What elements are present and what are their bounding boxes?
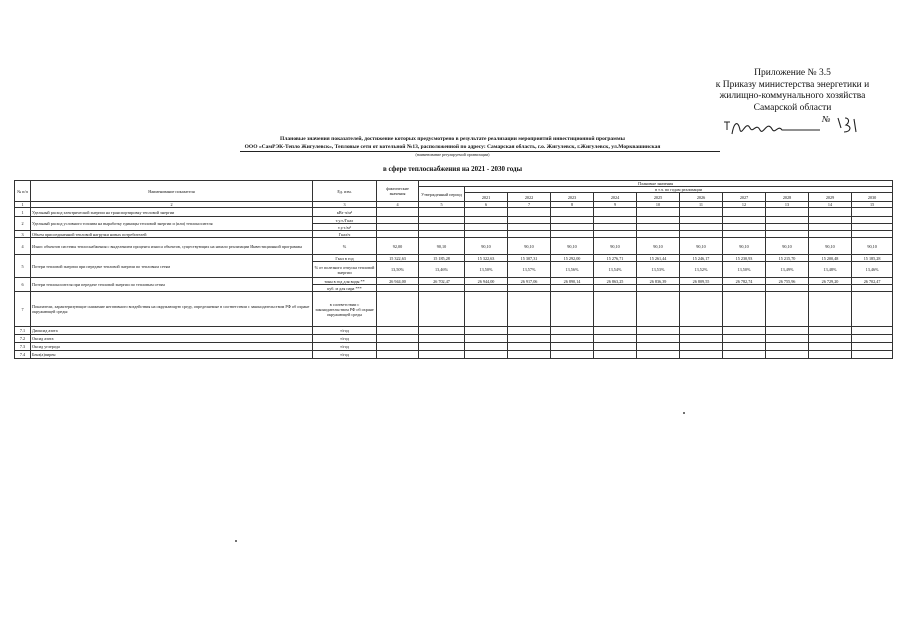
table-row xyxy=(15,351,893,359)
header-year: 2027 xyxy=(723,193,766,202)
row-value xyxy=(680,343,723,351)
row-value xyxy=(465,351,508,359)
row-number: 1 xyxy=(15,208,31,217)
table-row xyxy=(15,208,893,217)
row-value xyxy=(465,231,508,238)
row-value: 90,10 xyxy=(852,238,893,255)
row-value: 90,10 xyxy=(680,238,723,255)
row-value: 15 261,44 xyxy=(637,255,680,262)
row-value xyxy=(680,208,723,217)
row-value xyxy=(377,217,419,224)
row-value xyxy=(419,231,465,238)
row-indicator-name: Потери теплоносителя при передаче тепловой энергии по тепловым сетям xyxy=(31,278,313,292)
column-number: 5 xyxy=(419,202,465,208)
row-value xyxy=(852,327,893,335)
row-value xyxy=(680,285,723,292)
row-indicator-name: Показатели, характеризующие снижение негативного воздействия на окружающую среду, определяемые в соответствии с законодательством РФ об охране окружающей среды: xyxy=(31,292,313,327)
row-indicator-name: Объем присоединенной тепловой нагрузки новых потребителей xyxy=(31,231,313,238)
appendix-line-2: к Приказу министерства энергетики и xyxy=(715,79,870,90)
row-value xyxy=(852,292,893,327)
row-number: 2 xyxy=(15,217,31,231)
row-value xyxy=(723,285,766,292)
row-value xyxy=(551,208,594,217)
document-title-caption: (наименование регулируемой организации) xyxy=(415,152,490,157)
row-value xyxy=(465,292,508,327)
row-value xyxy=(723,231,766,238)
column-number: 2 xyxy=(31,202,313,208)
row-value xyxy=(809,327,852,335)
header-year: 2023 xyxy=(551,193,594,202)
row-value xyxy=(766,335,809,343)
column-number: 6 xyxy=(465,202,508,208)
row-value: 13,57% xyxy=(508,262,551,278)
appendix-line-3: жилищно-коммунального хозяйства xyxy=(719,91,866,101)
row-value xyxy=(637,343,680,351)
row-value xyxy=(551,327,594,335)
row-value: 90,10 xyxy=(766,238,809,255)
header-year: 2021 xyxy=(465,193,508,202)
appendix-line-1: Приложение № 3.5 xyxy=(754,68,831,78)
row-value xyxy=(419,343,465,351)
row-value xyxy=(680,327,723,335)
row-number: 3 xyxy=(15,231,31,238)
indicators-table xyxy=(14,180,893,359)
row-value: 13,50% xyxy=(465,262,508,278)
row-value xyxy=(809,231,852,238)
row-indicator-name: Удельный расход электрической энергии на транспортировку тепловой энергии xyxy=(31,208,313,217)
row-unit: т.у.т./м³ xyxy=(313,224,377,231)
row-unit: Гкал/ч xyxy=(313,231,377,238)
row-unit: тонн в год для воды ** xyxy=(313,278,377,285)
row-value: 92,00 xyxy=(377,238,419,255)
row-value: 90,10 xyxy=(419,238,465,255)
row-value xyxy=(508,217,551,224)
row-value: 90,10 xyxy=(508,238,551,255)
row-value xyxy=(594,351,637,359)
number-label: № xyxy=(822,114,831,124)
table-row xyxy=(15,278,893,285)
row-value xyxy=(637,327,680,335)
row-unit: куб. м для пара *** xyxy=(313,285,377,292)
row-value xyxy=(551,224,594,231)
row-unit: Гкал в год xyxy=(313,255,377,262)
handwritten-date-number xyxy=(720,116,890,138)
row-value xyxy=(637,217,680,224)
row-value: 26 755,96 xyxy=(766,278,809,285)
row-indicator-name: Износ объектов системы теплоснабжения с выделением процента износа объектов, существующих на начало реализации Инвестиционной программы xyxy=(31,238,313,255)
row-value: 90,10 xyxy=(809,238,852,255)
row-value: 26 809,55 xyxy=(680,278,723,285)
row-value xyxy=(766,343,809,351)
row-value xyxy=(723,335,766,343)
row-value xyxy=(594,285,637,292)
column-number: 4 xyxy=(377,202,419,208)
table-row xyxy=(15,255,893,262)
row-unit: т/год xyxy=(313,335,377,343)
row-unit: % от полезного отпуска тепловой энергии xyxy=(313,262,377,278)
row-value xyxy=(809,224,852,231)
row-value xyxy=(508,231,551,238)
row-unit: т.у.т./Гкал xyxy=(313,217,377,224)
column-number: 15 xyxy=(852,202,893,208)
row-value: 15 322,63 xyxy=(465,255,508,262)
column-number: 12 xyxy=(723,202,766,208)
header-approved: Утвержденный период xyxy=(419,187,465,202)
row-value xyxy=(723,224,766,231)
column-number: 1 xyxy=(15,202,31,208)
row-number: 6 xyxy=(15,278,31,292)
row-value: 26 917,06 xyxy=(508,278,551,285)
row-number: 5 xyxy=(15,255,31,278)
row-unit: % xyxy=(313,238,377,255)
row-value: 15 322,63 xyxy=(377,255,419,262)
header-year: 2029 xyxy=(809,193,852,202)
row-unit: в соответствии с законодательством РФ об охране окружающей среды xyxy=(313,292,377,327)
row-value: 26 836,39 xyxy=(637,278,680,285)
row-value xyxy=(852,217,893,224)
row-value xyxy=(766,208,809,217)
row-value xyxy=(508,335,551,343)
row-value: 90,10 xyxy=(723,238,766,255)
row-value xyxy=(465,343,508,351)
column-number: 7 xyxy=(508,202,551,208)
header-incl-years: в т.ч. по годам реализации xyxy=(465,187,893,193)
row-value xyxy=(680,335,723,343)
column-number: 9 xyxy=(594,202,637,208)
row-value xyxy=(465,335,508,343)
row-value xyxy=(377,231,419,238)
table-row xyxy=(15,217,893,224)
row-value xyxy=(637,208,680,217)
table-row xyxy=(15,343,893,351)
scan-speck xyxy=(235,540,237,542)
header-name: Наименование показателя xyxy=(31,181,313,202)
row-value xyxy=(637,335,680,343)
table-row xyxy=(15,335,893,343)
row-value xyxy=(594,292,637,327)
table-row xyxy=(15,238,893,255)
row-value xyxy=(637,224,680,231)
row-value xyxy=(766,327,809,335)
row-value xyxy=(377,335,419,343)
document-title-line-4: в сфере теплоснабжения на 2021 - 2030 годы xyxy=(382,165,523,173)
row-value xyxy=(508,208,551,217)
row-number: 7.2 xyxy=(15,335,31,343)
row-value: 90,10 xyxy=(637,238,680,255)
row-number: 7.1 xyxy=(15,327,31,335)
row-value xyxy=(419,335,465,343)
row-value: 15 307,31 xyxy=(508,255,551,262)
row-indicator-name: Бенз(а)пирен xyxy=(31,351,313,359)
row-number: 7.4 xyxy=(15,351,31,359)
row-value xyxy=(508,224,551,231)
row-value xyxy=(508,343,551,351)
row-value xyxy=(766,224,809,231)
row-value xyxy=(594,217,637,224)
row-value xyxy=(465,327,508,335)
row-value xyxy=(852,351,893,359)
row-value: 13,49% xyxy=(766,262,809,278)
column-number: 11 xyxy=(680,202,723,208)
row-value xyxy=(766,351,809,359)
row-value: 15 276,71 xyxy=(594,255,637,262)
row-value: 13,56% xyxy=(551,262,594,278)
row-value xyxy=(377,292,419,327)
row-value: 90,10 xyxy=(551,238,594,255)
row-value xyxy=(377,285,419,292)
appendix-header xyxy=(700,68,885,114)
row-value xyxy=(852,224,893,231)
header-unit: Ед. изм. xyxy=(313,181,377,202)
row-value xyxy=(419,224,465,231)
column-number: 8 xyxy=(551,202,594,208)
row-value xyxy=(419,217,465,224)
document-title-line-1: Плановые значения показателей, достижение которых предусмотрено в результате реализации мероприятий инвестиционной программы xyxy=(280,136,625,142)
table-row xyxy=(15,231,893,238)
row-value: 90,10 xyxy=(594,238,637,255)
row-value xyxy=(551,343,594,351)
header-num: № п/п xyxy=(15,181,31,202)
row-value: 15 246,17 xyxy=(680,255,723,262)
row-value xyxy=(852,335,893,343)
row-unit: т/год xyxy=(313,343,377,351)
row-value xyxy=(637,292,680,327)
row-value xyxy=(723,292,766,327)
table-row xyxy=(15,292,893,327)
row-unit: т/год xyxy=(313,351,377,359)
row-value xyxy=(723,343,766,351)
row-value: 26 890,14 xyxy=(551,278,594,285)
row-value: 13,54% xyxy=(594,262,637,278)
row-value: 15 292,00 xyxy=(551,255,594,262)
column-number: 10 xyxy=(637,202,680,208)
row-value xyxy=(723,217,766,224)
row-value xyxy=(809,343,852,351)
row-value xyxy=(594,231,637,238)
row-value xyxy=(465,217,508,224)
row-value xyxy=(419,285,465,292)
row-value xyxy=(419,327,465,335)
row-value xyxy=(551,335,594,343)
row-unit: кВт·ч/м³ xyxy=(313,208,377,217)
row-value xyxy=(508,351,551,359)
row-value xyxy=(723,327,766,335)
row-value xyxy=(551,217,594,224)
row-value: 15 200,48 xyxy=(809,255,852,262)
row-value: 26 702,47 xyxy=(419,278,465,285)
row-value xyxy=(809,208,852,217)
row-value: 13,46% xyxy=(419,262,465,278)
row-value xyxy=(594,335,637,343)
row-value xyxy=(419,292,465,327)
row-value xyxy=(465,224,508,231)
header-planned: Плановые значения xyxy=(419,181,893,187)
header-year: 2026 xyxy=(680,193,723,202)
row-value xyxy=(809,351,852,359)
column-number: 14 xyxy=(809,202,852,208)
row-value: 13,53% xyxy=(637,262,680,278)
row-value: 90,10 xyxy=(465,238,508,255)
row-value xyxy=(551,285,594,292)
row-value xyxy=(419,208,465,217)
row-value xyxy=(377,327,419,335)
row-value xyxy=(680,231,723,238)
row-value: 26 782,74 xyxy=(723,278,766,285)
row-value xyxy=(680,217,723,224)
row-value: 26 702,47 xyxy=(852,278,893,285)
column-number: 3 xyxy=(313,202,377,208)
header-actual: фактические значения xyxy=(377,181,419,202)
row-value xyxy=(508,292,551,327)
header-year: 2024 xyxy=(594,193,637,202)
row-value xyxy=(852,285,893,292)
row-indicator-name: Оксид азота xyxy=(31,335,313,343)
row-value xyxy=(680,292,723,327)
row-value xyxy=(508,285,551,292)
row-value xyxy=(594,343,637,351)
row-number: 7 xyxy=(15,292,31,327)
row-value xyxy=(551,231,594,238)
scan-speck xyxy=(683,412,685,414)
row-value xyxy=(377,351,419,359)
column-number: 13 xyxy=(766,202,809,208)
row-number: 7.3 xyxy=(15,343,31,351)
row-value xyxy=(377,343,419,351)
row-value: 15 215,70 xyxy=(766,255,809,262)
row-value: 26 944,00 xyxy=(465,278,508,285)
row-value xyxy=(637,231,680,238)
row-value: 13,52% xyxy=(680,262,723,278)
row-value xyxy=(637,285,680,292)
row-value xyxy=(680,224,723,231)
row-value xyxy=(551,292,594,327)
appendix-line-4: Самарской области xyxy=(753,102,832,113)
header-year: 2028 xyxy=(766,193,809,202)
row-value xyxy=(465,208,508,217)
row-value: 26 729,20 xyxy=(809,278,852,285)
row-value xyxy=(377,224,419,231)
row-indicator-name: Диоксид азота xyxy=(31,327,313,335)
row-value: 26 944,00 xyxy=(377,278,419,285)
row-value xyxy=(594,208,637,217)
row-value xyxy=(723,208,766,217)
row-unit: т/год xyxy=(313,327,377,335)
row-indicator-name: Потери тепловой энергии при передаче тепловой энергии по тепловым сетям xyxy=(31,255,313,278)
row-value: 15 185,28 xyxy=(419,255,465,262)
row-value xyxy=(508,327,551,335)
handwriting-signature xyxy=(720,116,890,138)
row-value xyxy=(766,217,809,224)
row-value xyxy=(852,208,893,217)
row-value xyxy=(551,351,594,359)
header-year: 2025 xyxy=(637,193,680,202)
header-year: 2030 xyxy=(852,193,893,202)
row-value xyxy=(766,292,809,327)
row-value xyxy=(809,335,852,343)
row-value xyxy=(766,285,809,292)
row-value: 15 185,28 xyxy=(852,255,893,262)
row-value xyxy=(809,285,852,292)
row-value xyxy=(594,224,637,231)
row-value: 13,48% xyxy=(809,262,852,278)
row-value xyxy=(809,292,852,327)
row-indicator-name: Оксид углерода xyxy=(31,343,313,351)
row-value xyxy=(766,231,809,238)
row-value: 13,46% xyxy=(852,262,893,278)
row-value: 15 230,93 xyxy=(723,255,766,262)
row-indicator-name: Удельный расход условного топлива на выработку единицы тепловой энергии и (или) теплоносителя xyxy=(31,217,313,231)
row-value xyxy=(465,285,508,292)
row-value xyxy=(852,231,893,238)
row-value xyxy=(852,343,893,351)
row-value xyxy=(419,351,465,359)
row-value xyxy=(377,208,419,217)
document-title-line-2: ООО «СамРЭК-Тепло Жигулевск», Тепловые сети от котельной №13, расположенной по адресу: Самарская область, г.о. Жигулевск, г.Жигулевск, ул.Морквашинская xyxy=(244,144,661,150)
row-value: 26 863,25 xyxy=(594,278,637,285)
row-value xyxy=(680,351,723,359)
row-value xyxy=(809,217,852,224)
header-year: 2022 xyxy=(508,193,551,202)
row-value xyxy=(594,327,637,335)
row-value xyxy=(637,351,680,359)
row-value: 13,50% xyxy=(377,262,419,278)
row-value xyxy=(723,351,766,359)
row-number: 4 xyxy=(15,238,31,255)
row-value: 13,50% xyxy=(723,262,766,278)
table-row xyxy=(15,327,893,335)
